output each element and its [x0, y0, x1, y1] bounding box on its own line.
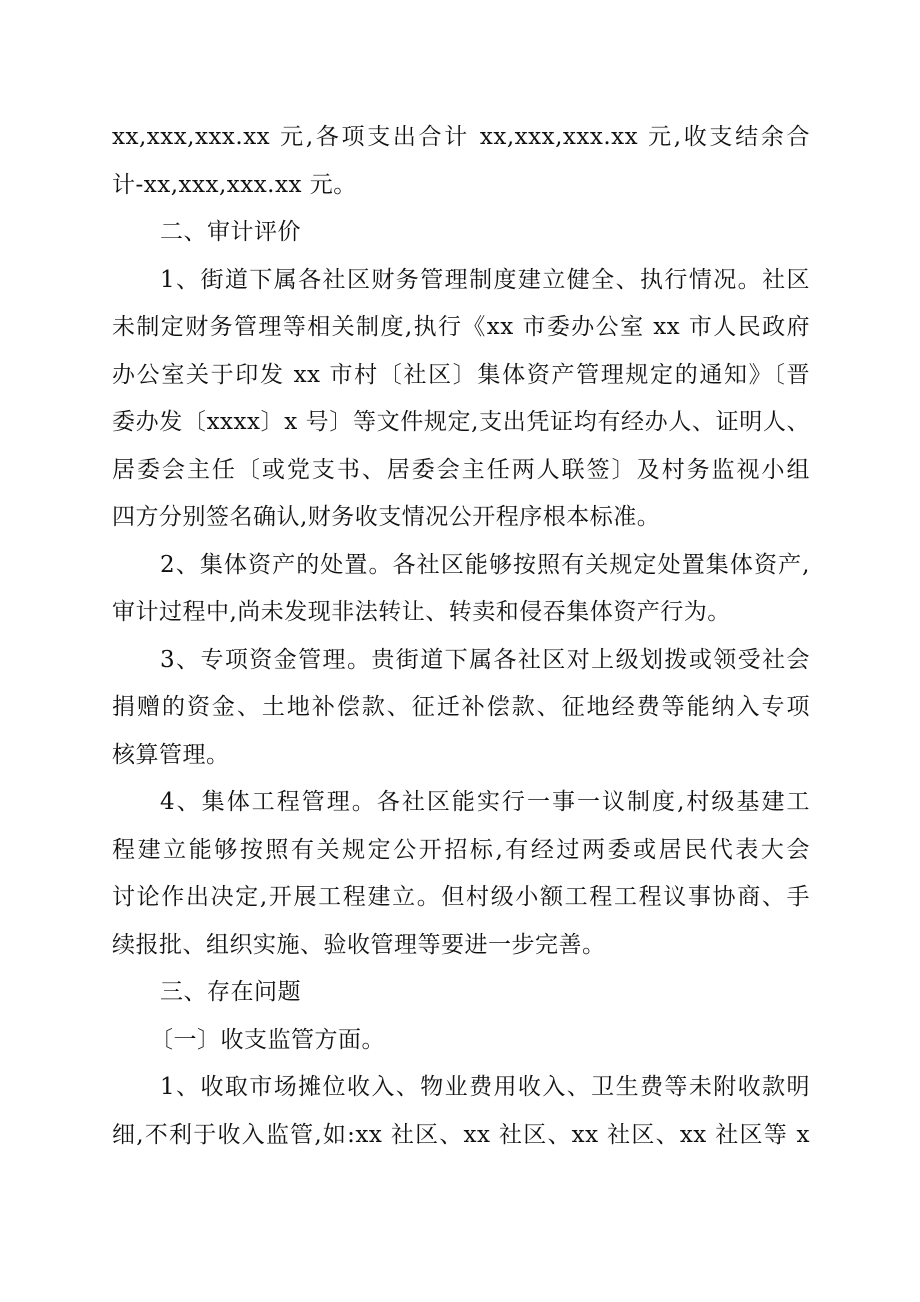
- paragraph-line: 1、收取市场摊位收入、物业费用收入、卫生费等未附收款明: [160, 1074, 810, 1100]
- paragraph-line: 1、街道下属各社区财务管理制度建立健全、执行情况。社区: [160, 266, 810, 293]
- paragraph-line: 捐赠的资金、土地补偿款、征迁补偿款、征地经费等能纳入专项: [112, 694, 810, 720]
- section-heading: 三、存在问题: [160, 979, 301, 1005]
- subsection-heading: 〔一〕收支监管方面。: [150, 1026, 385, 1053]
- paragraph-line: 3、专项资金管理。贵街道下属各社区对上级划拨或领受社会: [160, 646, 810, 673]
- paragraph-line: 四方分别签名确认,财务收支情况公开程序根本标准。: [112, 504, 661, 530]
- paragraph-line: 程建立能够按照有关规定公开招标,有经过两委或居民代表大会: [112, 836, 810, 863]
- paragraph-line: 居委会主任〔或党支书、居委会主任两人联签〕及村务监视小组: [112, 456, 810, 483]
- paragraph-line: 核算管理。: [112, 741, 230, 768]
- paragraph-line: 讨论作出决定,开展工程建立。但村级小额工程工程议事协商、手: [112, 884, 810, 910]
- document-body: [112, 114, 810, 1159]
- paragraph-line: 未制定财务管理等相关制度,执行《xx 市委办公室 xx 市人民政府: [112, 314, 810, 340]
- paragraph-line: 2、集体资产的处置。各社区能够按照有关规定处置集体资产,: [160, 551, 810, 578]
- paragraph-line: 办公室关于印发 xx 市村〔社区〕集体资产管理规定的通知》〔晋: [112, 361, 810, 388]
- text-line: 计-xx,xxx,xxx.xx 元。: [112, 171, 357, 198]
- paragraph-line: 委办发〔xxxx〕x 号〕等文件规定,支出凭证均有经办人、证明人、: [112, 409, 810, 435]
- paragraph-line: 细,不利于收入监管,如:xx 社区、xx 社区、xx 社区、xx 社区等 x: [112, 1121, 810, 1148]
- text-line: xx,xxx,xxx.xx 元,各项支出合计 xx,xxx,xxx.xx 元,收支结余合: [112, 124, 810, 150]
- paragraph-line: 4、集体工程管理。各社区能实行一事一议制度,村级基建工: [160, 789, 810, 815]
- paragraph-line: 审计过程中,尚未发现非法转让、转卖和侵吞集体资产行为。: [112, 599, 731, 625]
- section-heading: 二、审计评价: [160, 219, 301, 245]
- paragraph-line: 续报批、组织实施、验收管理等要进一步完善。: [112, 931, 606, 958]
